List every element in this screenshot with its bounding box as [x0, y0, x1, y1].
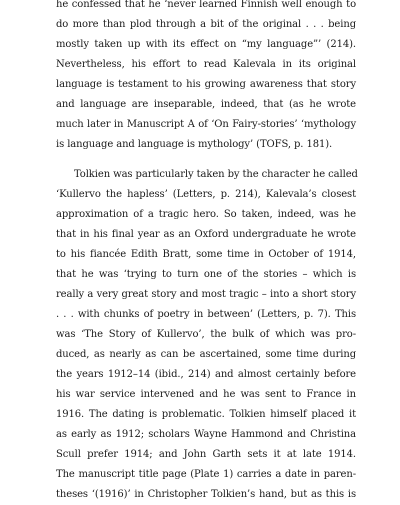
text-line: 1916. The dating is problematic. Tolkien himself placed it — [56, 409, 356, 420]
paragraph-2 — [56, 165, 356, 505]
text-line: The manuscript title page (Plate 1) carries a date in paren- — [56, 469, 356, 480]
text-line: Tolkien was particularly taken by the character he called — [74, 169, 358, 180]
text-line: theses ‘(1916)’ in Christopher Tolkien’s hand, but as this is — [56, 489, 356, 500]
text-line: his war service intervened and he was sent to France in — [56, 389, 356, 400]
text-line: the years 1912–14 (ibid., 214) and almost certainly before — [56, 369, 356, 380]
text-line: that he was ‘trying to turn one of the stories – which is — [56, 269, 356, 280]
text-line: much later in Manuscript A of ‘On Fairy-stories’ ‘mythology — [56, 119, 356, 130]
body-text — [56, 0, 356, 505]
text-line: mostly taken up with its effect on “my language”’ (214). — [56, 39, 356, 50]
text-line: was ‘The Story of Kullervo’, the bulk of which was pro- — [56, 329, 356, 340]
text-line: ‘Kullervo the hapless’ (Letters, p. 214), Kalevala’s closest — [56, 189, 356, 200]
text-line: Nevertheless, his effort to read Kalevala in its original — [56, 59, 356, 70]
text-line: that in his final year as an Oxford undergraduate he wrote — [56, 229, 356, 240]
text-line: do more than plod through a bit of the original . . . being — [56, 19, 356, 30]
text-line: duced, as nearly as can be ascertained, some time during — [56, 349, 356, 360]
paragraph-1 — [56, 0, 356, 155]
text-line: he confessed that he ‘never learned Finnish well enough to — [56, 0, 356, 10]
text-line: and language are inseparable, indeed, that (as he wrote — [56, 99, 356, 110]
text-line: language is testament to his growing awareness that story — [56, 79, 356, 90]
text-line: approximation of a tragic hero. So taken, indeed, was he — [56, 209, 356, 220]
text-line: . . . with chunks of poetry in between’ (Letters, p. 7). This — [56, 309, 356, 320]
text-line: as early as 1912; scholars Wayne Hammond and Christina — [56, 429, 356, 440]
text-line: is language and language is mythology’ (TOFS, p. 181). — [56, 139, 333, 150]
text-line: Scull prefer 1914; and John Garth sets it at late 1914. — [56, 449, 356, 460]
text-line: to his fiancée Edith Bratt, some time in October of 1914, — [56, 249, 356, 260]
text-line: really a very great story and most tragic – into a short story — [56, 289, 356, 300]
